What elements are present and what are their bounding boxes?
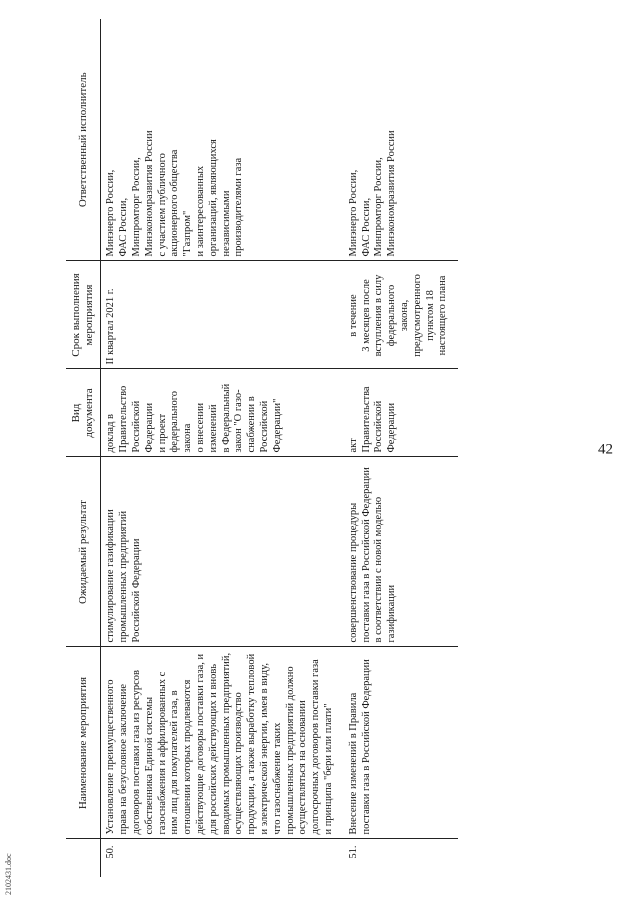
row-deadline: II квартал 2021 г. bbox=[101, 261, 344, 369]
row-measure: Внесение изменений в Правила поставки газа в Российской Федерации bbox=[344, 647, 458, 839]
page-number: 42 bbox=[598, 441, 613, 458]
col-header-result: Ожидаемый результат bbox=[66, 457, 101, 647]
row-result: стимулирование газификации промышленных предприятий Российской Федерации bbox=[101, 457, 344, 647]
row-document: доклад в Правительство Российской Федерации и проект федерального закона о внесении изменений в Федеральный закон "О газо- снабжении в Российской Федерации" bbox=[101, 369, 344, 457]
table-row bbox=[101, 19, 344, 877]
table-row bbox=[344, 19, 458, 877]
row-result: совершенствование процедуры поставки газа в Российской Федерации в соответствии с новой моделью газификации bbox=[344, 457, 458, 647]
row-measure: Установление преимущественного права на безусловное заключение договоров поставки газа из ресурсов собственника Единой системы газоснабжения и аффилированных с ним лиц для покупателей газа, в отношении которых продлеваются действующие договоры поставки газа, и для российских действующих и вновь вводимых промышленных предприятий, осуществляющих производство продукции, а также выработку тепловой и электрической энергии, имея в виду, что газоснабжение таких промышленных предприятий должно осуществляться на основании долгосрочных договоров поставки газа и принципа "бери или плати" bbox=[101, 647, 344, 839]
table-header-row bbox=[66, 19, 101, 877]
file-id: 2102431.doc bbox=[4, 853, 13, 895]
col-header-deadline: Срок выполнения мероприятия bbox=[66, 261, 101, 369]
row-executor: Минэнерго России, ФАС России, Минпромторг России, Минэкономразвития России bbox=[344, 19, 458, 261]
col-header-number bbox=[66, 839, 101, 877]
col-header-document: Вид документа bbox=[66, 369, 101, 457]
row-document: акт Правительства Российской Федерации bbox=[344, 369, 458, 457]
row-number: 51. bbox=[347, 845, 359, 859]
col-header-measure: Наименование мероприятия bbox=[66, 647, 101, 839]
row-deadline: в течение 3 месяцев после вступления в силу федерального закона, предусмотренного пунктом 18 настоящего плана bbox=[344, 261, 458, 369]
measures-table bbox=[66, 19, 458, 877]
row-number: 50. bbox=[105, 845, 117, 859]
row-executor: Минэнерго России, ФАС России, Минпромторг России, Минэкономразвития России с участием публичного акционерного общества "Газпром" и заинтересованных организаций, являющихся независимыми производителями газа bbox=[101, 19, 344, 261]
col-header-executor: Ответственный исполнитель bbox=[66, 19, 101, 261]
